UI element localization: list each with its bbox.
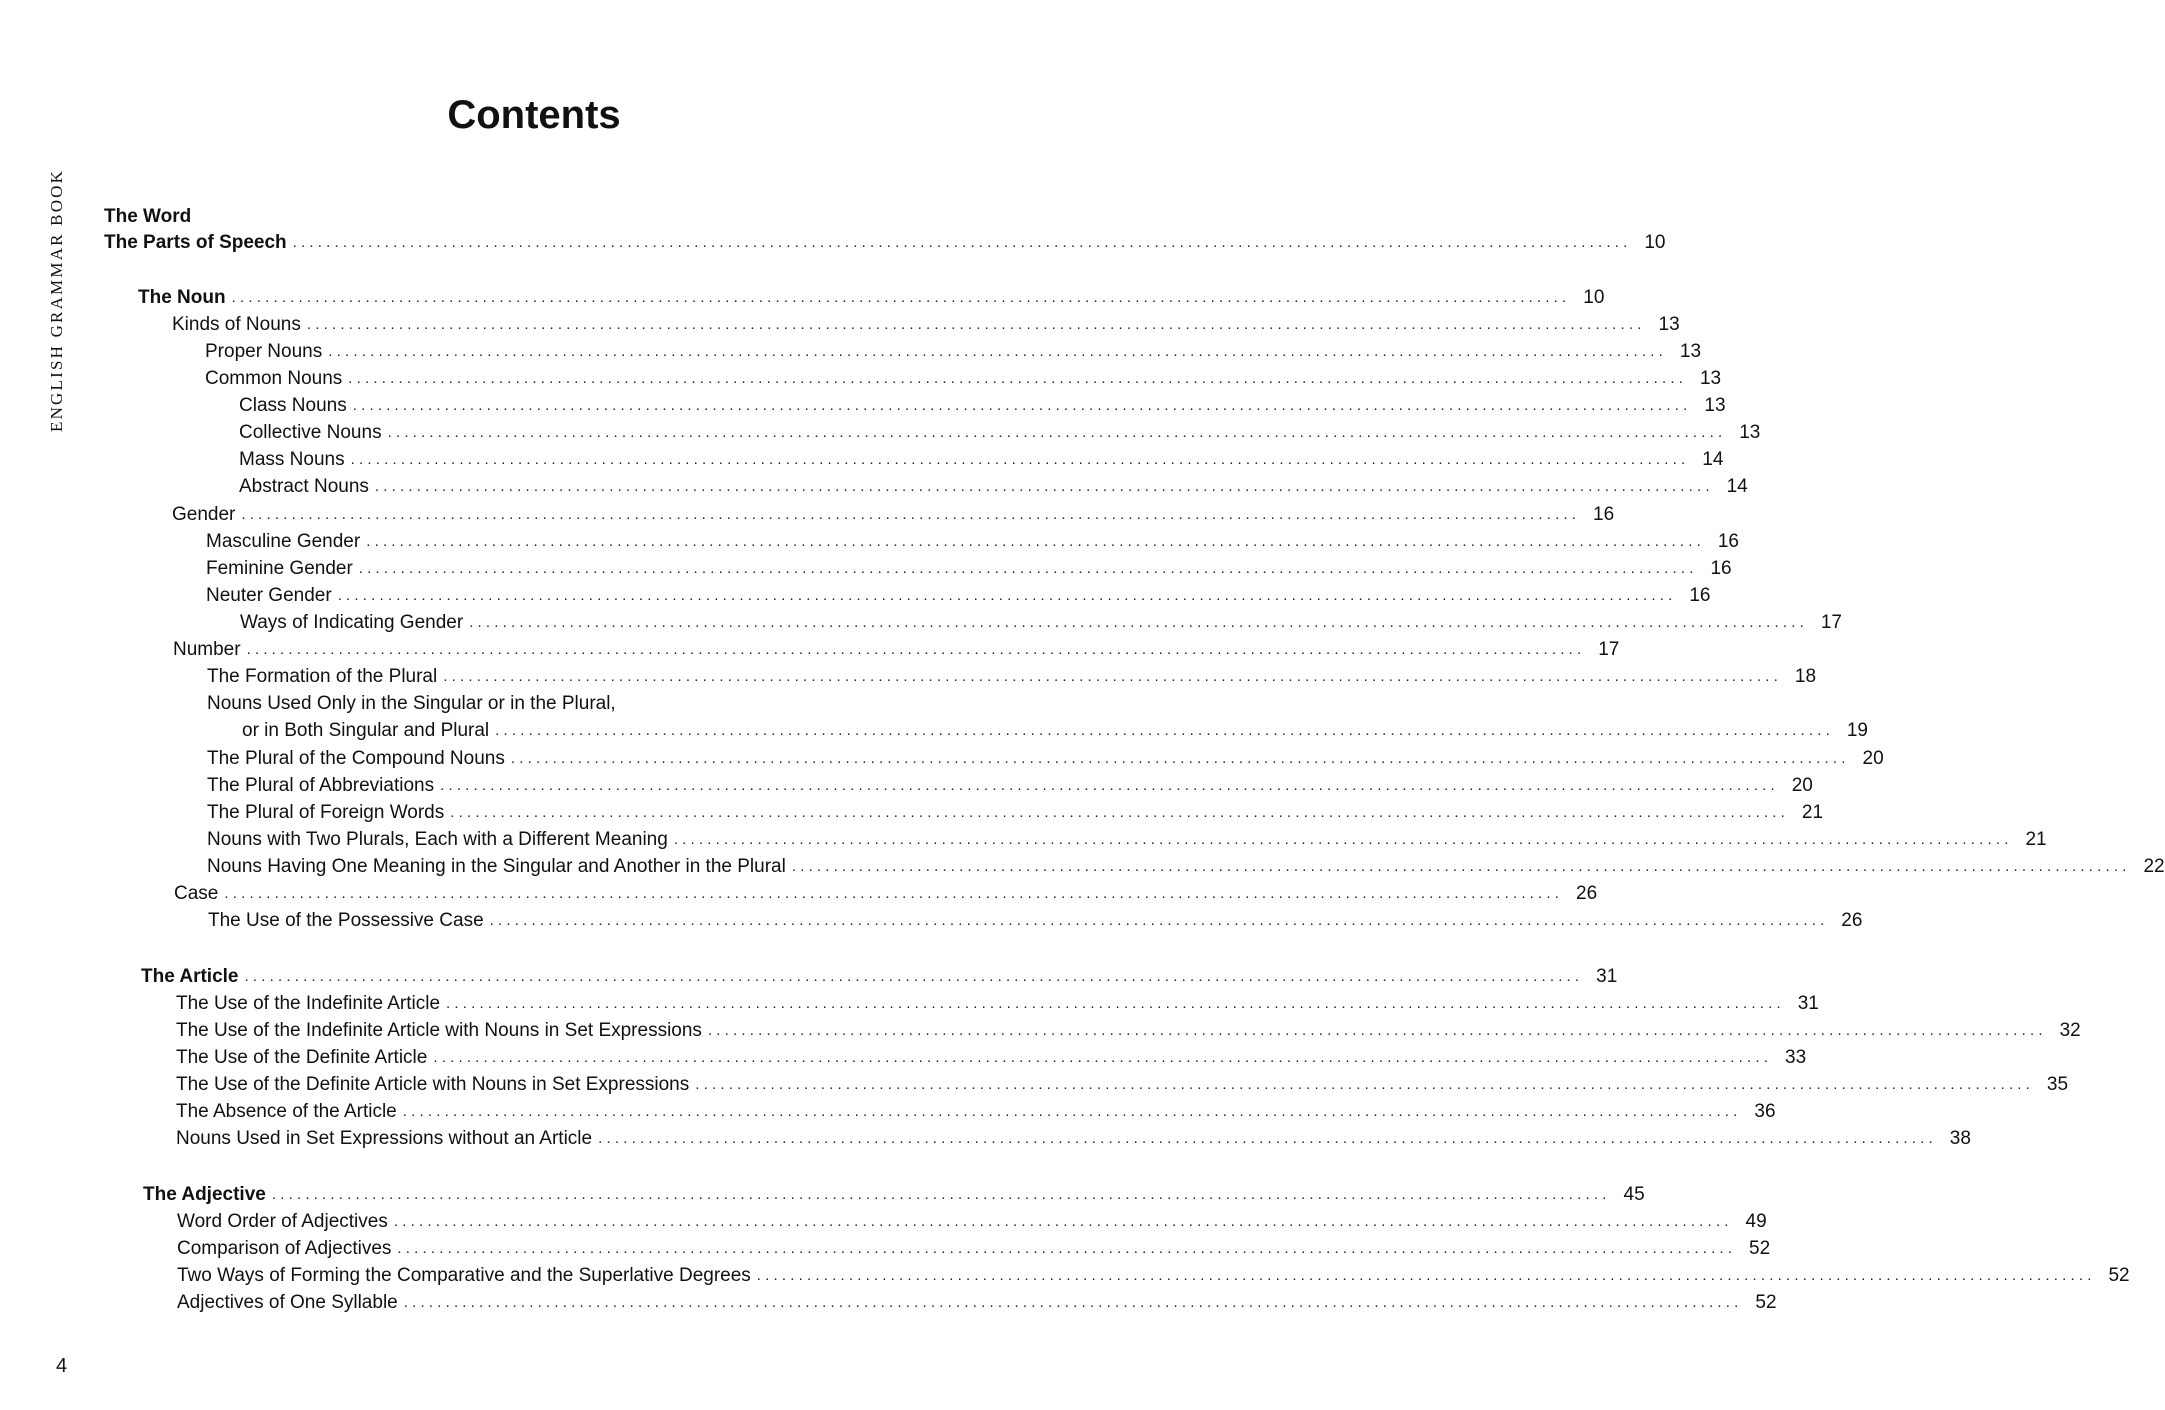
toc-label: Masculine Gender: [206, 531, 361, 552]
toc-entry-kinds-of-nouns[interactable]: [172, 310, 1680, 336]
toc-page: 19: [1846, 720, 1868, 741]
toc-label: The Absence of the Article: [176, 1101, 397, 1122]
toc-entry-plural-abbreviations[interactable]: [207, 771, 1813, 797]
toc-label: Mass Nouns: [239, 449, 345, 470]
toc-entry-gender[interactable]: [172, 500, 1615, 526]
toc-label: The Plural of the Compound Nouns: [207, 748, 505, 769]
dot-leader: ................................................................................................................................................................: [271, 1186, 1611, 1203]
dot-leader: ................................................................................................................................................................: [756, 1267, 2096, 1284]
toc-page: 32: [2059, 1020, 2081, 1041]
toc-entry-collective-nouns[interactable]: [239, 418, 1761, 444]
dot-leader: ................................................................................................................................................................: [450, 804, 1790, 821]
toc-entry-class-nouns[interactable]: [239, 391, 1726, 417]
toc-entry-one-meaning[interactable]: [207, 852, 2165, 878]
toc-entry-definite-article[interactable]: [176, 1043, 1807, 1069]
toc-label: Proper Nouns: [205, 341, 323, 362]
dot-leader: ................................................................................................................................................................: [397, 1240, 1737, 1257]
dot-leader: ................................................................................................................................................................: [402, 1103, 1742, 1120]
dot-leader: ................................................................................................................................................................: [598, 1130, 1937, 1147]
toc-entry-comparison-adjectives[interactable]: [177, 1234, 1771, 1260]
toc-label: The Parts of Speech: [104, 232, 287, 253]
dot-leader: ................................................................................................................................................................: [393, 1213, 1733, 1230]
toc-label: The Use of the Indefinite Article: [176, 993, 441, 1014]
toc-page: 52: [1755, 1292, 1777, 1313]
toc-label: Case: [174, 883, 219, 904]
dot-leader: ................................................................................................................................................................: [292, 234, 1632, 251]
dot-leader: ................................................................................................................................................................: [306, 316, 1646, 333]
dot-leader: ................................................................................................................................................................: [348, 370, 1688, 387]
toc-page: 16: [1689, 585, 1711, 606]
toc-entry-indefinite-article[interactable]: [176, 989, 1819, 1015]
toc-page: 20: [1791, 775, 1813, 796]
toc-page: 49: [1745, 1211, 1767, 1232]
toc-entry-proper-nouns[interactable]: [205, 337, 1702, 363]
toc-label: Common Nouns: [205, 368, 343, 389]
dot-leader: ................................................................................................................................................................: [489, 912, 1829, 929]
toc-entry-mass-nouns[interactable]: [239, 445, 1724, 471]
dot-leader: ................................................................................................................................................................: [328, 343, 1668, 360]
toc-entry-absence-of-article[interactable]: [176, 1097, 1776, 1123]
toc-label: Two Ways of Forming the Comparative and the Superlative Degrees: [177, 1265, 751, 1286]
toc-page: 20: [1862, 748, 1884, 769]
toc-page: 17: [1598, 639, 1620, 660]
toc-page: 26: [1576, 883, 1598, 904]
dot-leader: ................................................................................................................................................................: [352, 397, 1692, 414]
toc-page: 13: [1699, 368, 1722, 389]
page-number: 4: [56, 1355, 68, 1377]
toc-entry-masculine-gender[interactable]: [206, 527, 1739, 553]
dot-leader: ................................................................................................................................................................: [695, 1076, 2035, 1093]
toc-label: Neuter Gender: [206, 585, 332, 606]
dot-leader: ................................................................................................................................................................: [433, 1049, 1773, 1066]
toc-entry-neuter-gender[interactable]: [206, 581, 1711, 607]
toc-label: The Use of the Possessive Case: [208, 910, 484, 931]
toc-entry-singular-plural[interactable]: [242, 716, 1868, 742]
dot-leader: ................................................................................................................................................................: [241, 506, 1581, 523]
toc-page: 31: [1797, 993, 1819, 1014]
page-title: Contents: [447, 93, 621, 137]
dot-leader: ................................................................................................................................................................: [791, 858, 2131, 875]
toc-page: 14: [1702, 449, 1724, 470]
toc-entry-singular-plural-first-line[interactable]: Nouns Used Only in the Singular or in the Plural,: [207, 693, 616, 714]
toc-label: Nouns Used in Set Expressions without an Article: [176, 1128, 593, 1149]
toc-page: 38: [1949, 1128, 1971, 1149]
toc-page: 21: [2025, 829, 2047, 850]
toc-label: Comparison of Adjectives: [177, 1238, 392, 1259]
toc-entry-the-noun[interactable]: [138, 283, 1605, 309]
toc-label: Feminine Gender: [206, 558, 353, 579]
toc-entry-definite-article-set-expressions[interactable]: [176, 1070, 2069, 1096]
toc-label: Number: [173, 639, 241, 660]
toc-label: The Use of the Indefinite Article with Nouns in Set Expressions: [176, 1020, 702, 1041]
dot-leader: ................................................................................................................................................................: [469, 614, 1808, 631]
toc-label: The Noun: [138, 287, 226, 308]
toc-page: 13: [1658, 314, 1680, 335]
dot-leader: ................................................................................................................................................................: [495, 722, 1834, 739]
toc-label: Nouns Having One Meaning in the Singular and Another in the Plural: [207, 856, 786, 877]
toc-page: 35: [2046, 1074, 2069, 1095]
toc-entry-two-ways-comparative[interactable]: [177, 1261, 2130, 1287]
toc-page: 10: [1583, 287, 1605, 308]
toc-label: Ways of Indicating Gender: [240, 612, 464, 633]
toc-label: The Use of the Definite Article: [176, 1047, 428, 1068]
toc-label: Class Nouns: [239, 395, 347, 416]
toc-page: 14: [1726, 476, 1748, 497]
toc-entry-abstract-nouns[interactable]: [239, 472, 1748, 498]
toc-entry-indefinite-article-set-expressions[interactable]: [176, 1016, 2081, 1042]
toc-label: or in Both Singular and Plural: [242, 720, 490, 741]
toc-entry-possessive-case[interactable]: [208, 906, 1863, 932]
toc-entry-adjectives-one-syllable[interactable]: [177, 1288, 1777, 1314]
dot-leader: ................................................................................................................................................................: [231, 289, 1571, 306]
toc-entry-word-order-adjectives[interactable]: [177, 1207, 1767, 1233]
toc-entry-the-article[interactable]: [141, 962, 1618, 988]
toc-entry-plural-foreign-words[interactable]: [207, 798, 1824, 824]
toc-page: 52: [1749, 1238, 1771, 1259]
toc-entry-nouns-without-article[interactable]: [176, 1124, 1971, 1150]
dot-leader: ................................................................................................................................................................: [366, 533, 1705, 550]
dot-leader: ................................................................................................................................................................: [374, 478, 1714, 495]
toc-page: 45: [1623, 1184, 1645, 1205]
running-book-title: ENGLISH GRAMMAR BOOK: [47, 168, 66, 432]
toc-entry-the-adjective[interactable]: [143, 1180, 1645, 1206]
toc-entry-number[interactable]: [173, 635, 1620, 661]
dot-leader: ................................................................................................................................................................: [443, 668, 1783, 685]
toc-entry-formation-of-plural[interactable]: [207, 662, 1817, 688]
toc-page: 33: [1785, 1047, 1807, 1068]
toc-entry-plural-compound-nouns[interactable]: [207, 744, 1884, 770]
toc-label: Gender: [172, 504, 236, 525]
dot-leader: ................................................................................................................................................................: [446, 995, 1785, 1012]
toc-label: Abstract Nouns: [239, 476, 369, 497]
dot-leader: ................................................................................................................................................................: [510, 750, 1850, 767]
toc-entry-case[interactable]: [174, 879, 1598, 905]
toc-entry-parts-of-speech[interactable]: [104, 228, 1666, 254]
toc-page: 18: [1794, 666, 1817, 687]
toc-page: 13: [1739, 422, 1761, 443]
toc-page: 17: [1820, 612, 1842, 633]
toc-label: The Adjective: [143, 1184, 266, 1205]
toc-page: 13: [1679, 341, 1702, 362]
toc-label: Adjectives of One Syllable: [177, 1292, 398, 1313]
toc-page: 16: [1593, 504, 1615, 525]
dot-leader: ................................................................................................................................................................: [387, 424, 1727, 441]
toc-page: 13: [1704, 395, 1726, 416]
toc-label: Kinds of Nouns: [172, 314, 301, 335]
toc-entry-common-nouns[interactable]: [205, 364, 1722, 390]
dot-leader: ................................................................................................................................................................: [337, 587, 1677, 604]
toc-page: 26: [1841, 910, 1863, 931]
dot-leader: ................................................................................................................................................................: [440, 777, 1779, 794]
toc-page: 31: [1596, 966, 1618, 987]
toc-page: 22: [2143, 856, 2165, 877]
toc-page: 16: [1710, 558, 1732, 579]
toc-page: 52: [2108, 1265, 2130, 1286]
toc-label: The Formation of the Plural: [207, 666, 438, 687]
toc-label: The Plural of Foreign Words: [207, 802, 445, 823]
dot-leader: ................................................................................................................................................................: [358, 560, 1698, 577]
toc-entry-two-plurals[interactable]: [207, 825, 2047, 851]
toc-page: 21: [1801, 802, 1824, 823]
toc-label: Nouns with Two Plurals, Each with a Different Meaning: [207, 829, 668, 850]
toc-entry-ways-of-indicating-gender[interactable]: [240, 608, 1842, 634]
toc-label: The Use of the Definite Article with Nouns in Set Expressions: [176, 1074, 690, 1095]
dot-leader: ................................................................................................................................................................: [224, 885, 1564, 902]
dot-leader: ................................................................................................................................................................: [403, 1294, 1743, 1311]
section-heading-the-word: The Word: [104, 206, 192, 227]
toc-label: Word Order of Adjectives: [177, 1211, 388, 1232]
toc-page: 16: [1717, 531, 1739, 552]
dot-leader: ................................................................................................................................................................: [350, 451, 1690, 468]
dot-leader: ................................................................................................................................................................: [673, 831, 2013, 848]
toc-label: The Plural of Abbreviations: [207, 775, 435, 796]
toc-page: 10: [1644, 232, 1666, 253]
dot-leader: ................................................................................................................................................................: [246, 641, 1586, 658]
dot-leader: ................................................................................................................................................................: [707, 1022, 2047, 1039]
toc-page: 36: [1754, 1101, 1776, 1122]
toc-label: Collective Nouns: [239, 422, 382, 443]
dot-leader: ................................................................................................................................................................: [244, 968, 1584, 985]
toc-label: The Article: [141, 966, 239, 987]
toc-entry-feminine-gender[interactable]: [206, 554, 1732, 580]
